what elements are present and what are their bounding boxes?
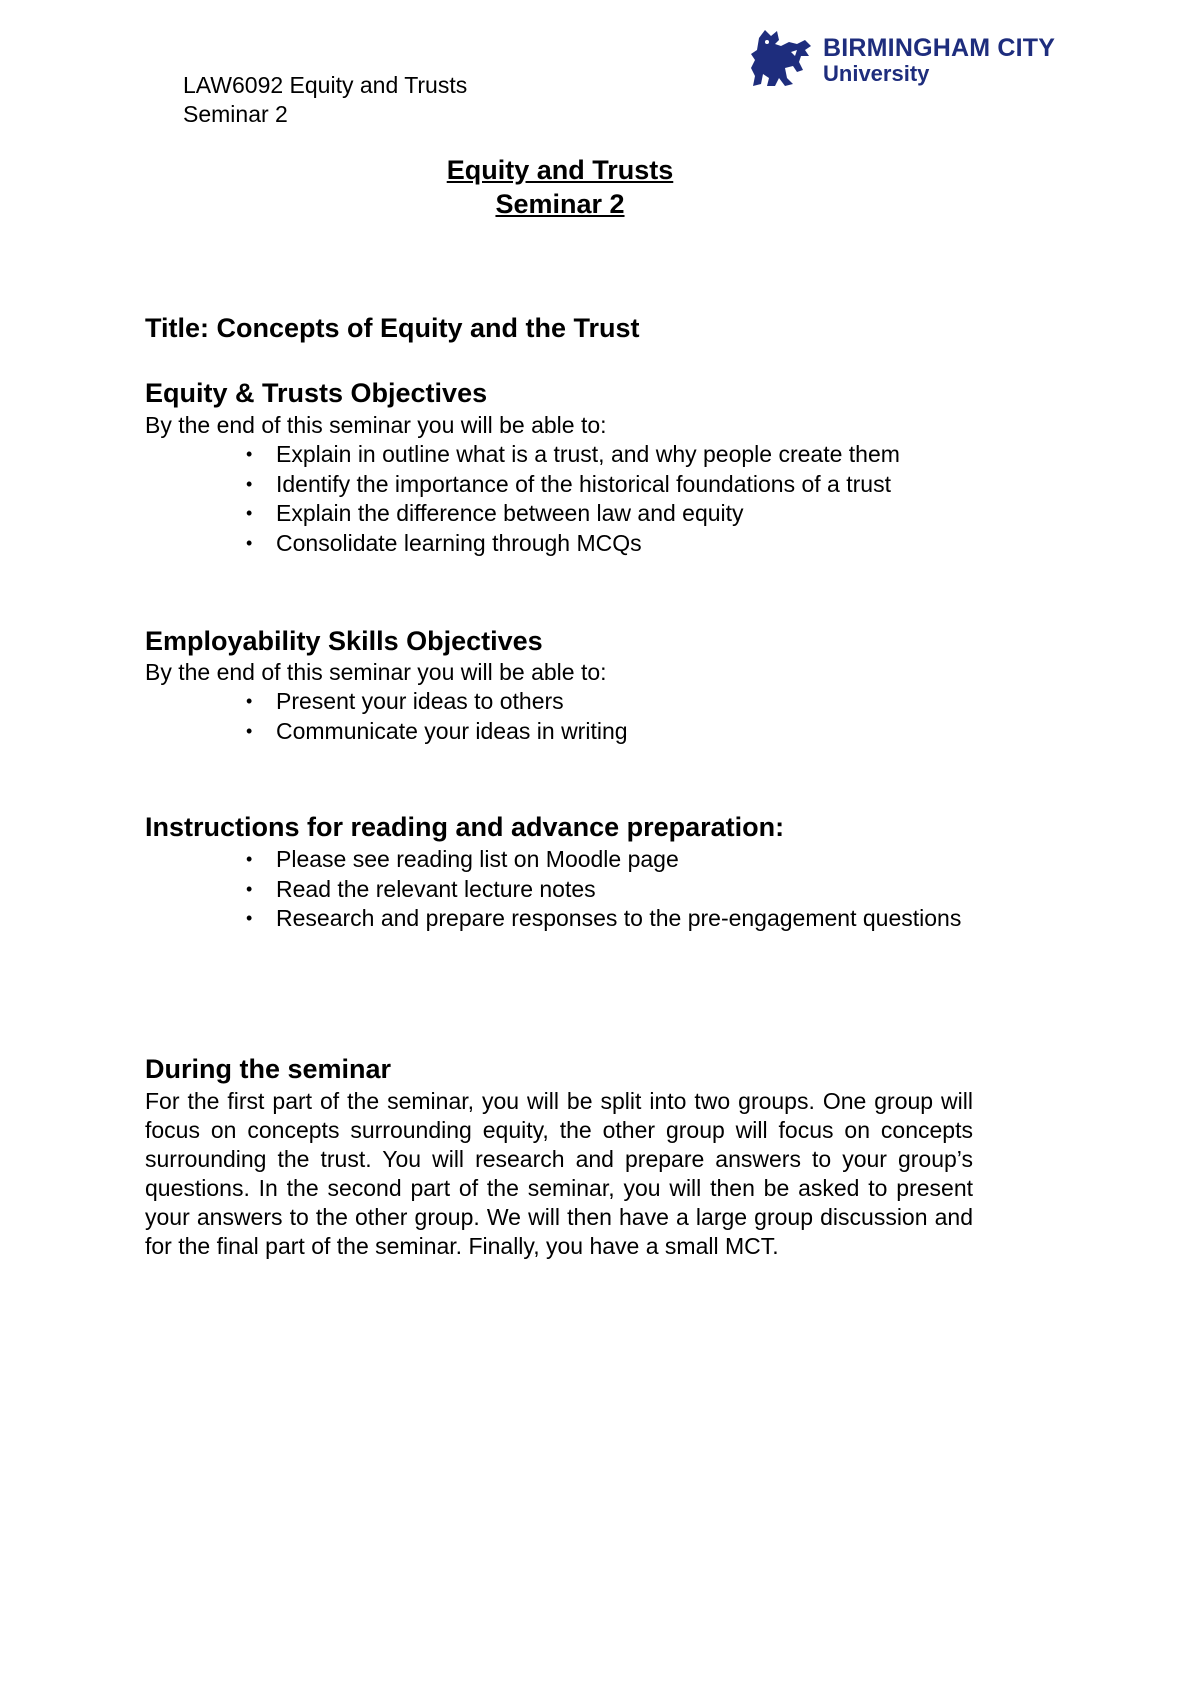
employability-objectives-heading: Employability Skills Objectives [145,626,543,656]
equity-objectives-heading: Equity & Trusts Objectives [145,378,488,408]
list-item: • Present your ideas to others [246,688,564,714]
equity-objectives-intro: By the end of this seminar you will be able to: [145,412,607,438]
list-item: • Research and prepare responses to the pre-engagement questions [246,905,962,931]
during-seminar-heading: During the seminar [145,1054,392,1084]
list-item: • Please see reading list on Moodle page [246,846,679,872]
instructions-list [246,845,961,934]
logo-name-line2: University [823,61,930,86]
university-logo [745,28,1055,92]
course-code: LAW6092 Equity and Trusts [183,72,468,98]
topic-title: Title: Concepts of Equity and the Trust [145,313,640,343]
employability-objectives-intro: By the end of this seminar you will be able to: [145,659,607,685]
list-item: • Explain in outline what is a trust, and why people create them [246,441,900,467]
list-item: • Consolidate learning through MCQs [246,529,642,556]
document-title: Equity and Trusts [446,155,674,185]
instructions-heading: Instructions for reading and advance preparation: [145,812,785,842]
seminar-label: Seminar 2 [183,101,288,127]
during-seminar-paragraph: For the first part of the seminar, you will be split into two groups. One group will focus on concepts surrounding equity, the other group will focus on concepts surrounding the trust. You will research and prepare answers to your group’s questions. In the second part of the seminar, you will then be asked to present your answers to the other group. We will then have a large group discussion and for the final part of the seminar. Finally, you have a small MCT. [145,1088,973,1259]
employability-objectives-list [246,687,628,746]
document-subtitle: Seminar 2 [495,189,625,219]
list-item: • Communicate your ideas in writing [246,717,628,744]
logo-name-line1: BIRMINGHAM CITY [823,34,1056,62]
list-item: • Read the relevant lecture notes [246,875,596,902]
lion-crest-icon [745,28,815,90]
equity-objectives-list [246,440,900,558]
list-item: • Identify the importance of the historical foundations of a trust [246,470,891,497]
list-item: • Explain the difference between law and equity [246,500,744,526]
